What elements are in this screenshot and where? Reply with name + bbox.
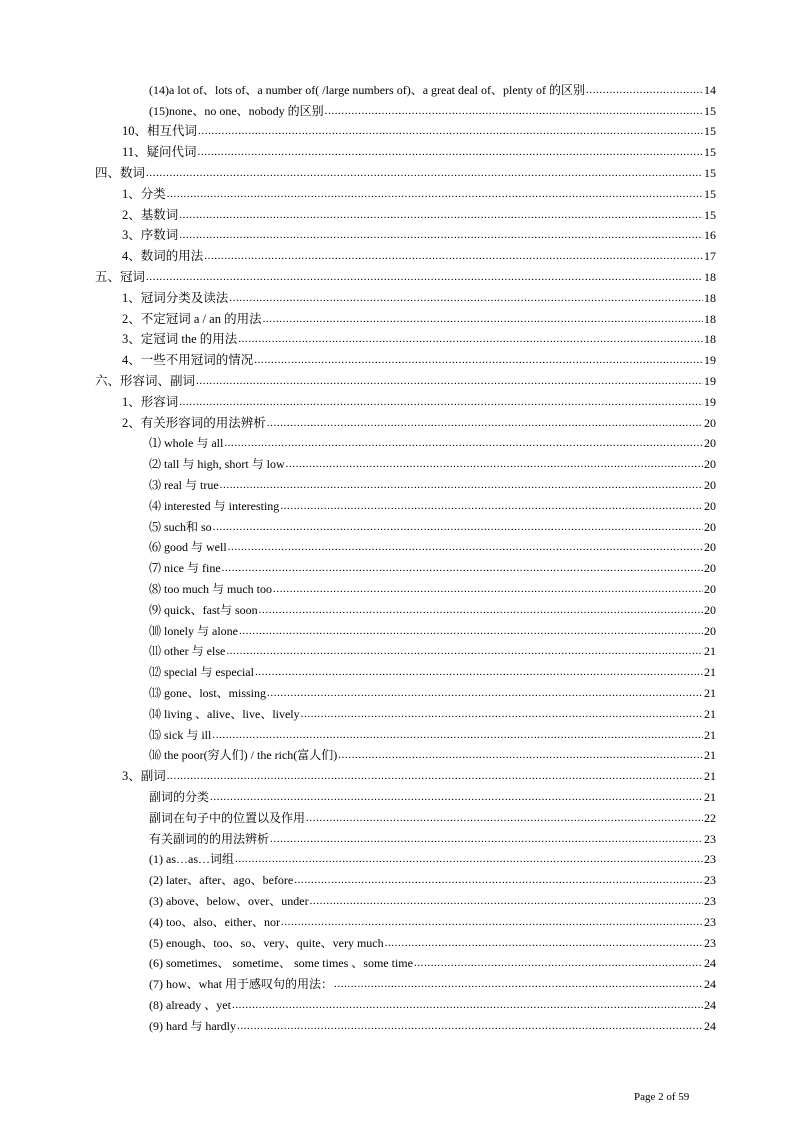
toc-entry[interactable] bbox=[149, 929, 716, 950]
toc-dot-leader bbox=[210, 790, 703, 804]
toc-entry[interactable] bbox=[122, 346, 716, 367]
toc-entry[interactable] bbox=[149, 596, 716, 617]
toc-entry-page: 15 bbox=[704, 207, 716, 222]
toc-dot-leader bbox=[237, 1019, 703, 1033]
toc-entry-page: 18 bbox=[704, 311, 716, 326]
toc-entry-page: 24 bbox=[704, 956, 716, 971]
toc-entry[interactable] bbox=[149, 783, 716, 804]
toc-entry-page: 24 bbox=[704, 977, 716, 992]
toc-dot-leader bbox=[263, 312, 703, 326]
toc-entry[interactable] bbox=[149, 430, 716, 451]
toc-entry[interactable] bbox=[122, 326, 716, 347]
toc-entry[interactable] bbox=[149, 721, 716, 742]
toc-entry[interactable] bbox=[149, 554, 716, 575]
toc-entry[interactable] bbox=[122, 284, 716, 305]
toc-entry[interactable] bbox=[149, 887, 716, 908]
toc-entry-page: 23 bbox=[704, 914, 716, 929]
toc-entry[interactable] bbox=[149, 617, 716, 638]
toc-entry-page: 18 bbox=[704, 290, 716, 305]
toc-dot-leader bbox=[229, 291, 703, 305]
toc-entry-page: 20 bbox=[704, 436, 716, 451]
toc-entry-page: 20 bbox=[704, 623, 716, 638]
toc-entry-page: 18 bbox=[704, 269, 716, 284]
toc-entry[interactable] bbox=[95, 159, 716, 180]
toc-entry-page: 21 bbox=[704, 685, 716, 700]
toc-entry[interactable] bbox=[95, 367, 716, 388]
toc-entry-page: 24 bbox=[704, 997, 716, 1012]
toc-entry-page: 21 bbox=[704, 748, 716, 763]
toc-entry[interactable] bbox=[149, 76, 716, 97]
toc-entry-label: 2、有关形容词的用法辨析 bbox=[122, 415, 266, 430]
toc-entry-label: (5) enough、too、so、very、quite、very much bbox=[149, 935, 384, 950]
page-number-footer: Page 2 of 59 bbox=[634, 1091, 690, 1103]
toc-entry-label: ⒃ the poor(穷人们) / the rich(富人们) bbox=[149, 748, 338, 763]
toc-entry[interactable] bbox=[149, 970, 716, 991]
toc-entry-page: 16 bbox=[704, 228, 716, 243]
toc-entry-page: 23 bbox=[704, 852, 716, 867]
toc-entry[interactable] bbox=[149, 950, 716, 971]
toc-entry-label: 副词的分类 bbox=[149, 789, 210, 804]
toc-entry-page: 15 bbox=[704, 165, 716, 180]
toc-entry-page: 21 bbox=[704, 789, 716, 804]
toc-dot-leader bbox=[220, 478, 703, 492]
toc-entry[interactable] bbox=[122, 762, 716, 783]
toc-entry-page: 21 bbox=[704, 706, 716, 721]
toc-entry-page: 20 bbox=[704, 477, 716, 492]
toc-entry[interactable] bbox=[149, 908, 716, 929]
toc-entry-page: 17 bbox=[704, 249, 716, 264]
toc-entry-page: 19 bbox=[704, 373, 716, 388]
toc-dot-leader bbox=[179, 208, 703, 222]
toc-entry-page: 15 bbox=[704, 103, 716, 118]
toc-entry-page: 23 bbox=[704, 873, 716, 888]
toc-dot-leader bbox=[179, 395, 703, 409]
toc-dot-leader bbox=[338, 748, 703, 762]
toc-dot-leader bbox=[198, 124, 703, 138]
toc-entry-page: 21 bbox=[704, 727, 716, 742]
toc-entry-page: 15 bbox=[704, 145, 716, 160]
toc-entry-page: 20 bbox=[704, 457, 716, 472]
toc-entry-label: ⑽ lonely 与 alone bbox=[149, 623, 238, 638]
toc-entry-label: 3、定冠词 the 的用法 bbox=[122, 332, 238, 347]
toc-dot-leader bbox=[414, 956, 703, 970]
toc-entry[interactable] bbox=[149, 1012, 716, 1033]
toc-dot-leader bbox=[301, 707, 703, 721]
toc-entry[interactable] bbox=[122, 222, 716, 243]
toc-entry-label: 六、形容词、副词 bbox=[95, 373, 196, 388]
toc-entry-page: 15 bbox=[704, 124, 716, 139]
toc-dot-leader bbox=[204, 249, 703, 263]
toc-entry[interactable] bbox=[149, 492, 716, 513]
toc-dot-leader bbox=[228, 540, 703, 554]
toc-dot-leader bbox=[294, 873, 703, 887]
toc-dot-leader bbox=[310, 894, 703, 908]
toc-entry-label: 3、序数词 bbox=[122, 228, 179, 243]
toc-dot-leader bbox=[232, 998, 703, 1012]
toc-entry[interactable] bbox=[149, 575, 716, 596]
toc-entry[interactable] bbox=[122, 305, 716, 326]
toc-entry-label: ⑻ too much 与 much too bbox=[149, 581, 272, 596]
toc-entry-page: 20 bbox=[704, 415, 716, 430]
toc-entry-label: ⒁ living 、alive、live、lively bbox=[149, 706, 300, 721]
toc-entry[interactable] bbox=[149, 804, 716, 825]
toc-entry-page: 19 bbox=[704, 353, 716, 368]
toc-dot-leader bbox=[167, 187, 703, 201]
toc-entry-label: (1) as…as…词组 bbox=[149, 852, 234, 867]
toc-dot-leader bbox=[286, 457, 703, 471]
toc-entry[interactable] bbox=[149, 534, 716, 555]
toc-entry[interactable] bbox=[122, 118, 716, 139]
toc-entry-page: 23 bbox=[704, 935, 716, 950]
toc-entry-label: ⑿ special 与 especial bbox=[149, 665, 254, 680]
toc-dot-leader bbox=[334, 977, 703, 991]
toc-entry-page: 20 bbox=[704, 561, 716, 576]
toc-dot-leader bbox=[267, 416, 703, 430]
toc-entry[interactable] bbox=[149, 658, 716, 679]
toc-entry-label: ⑾ other 与 else bbox=[149, 644, 226, 659]
toc-entry-label: 1、形容词 bbox=[122, 394, 179, 409]
toc-entry-label: 有关副词的的用法辨析 bbox=[149, 831, 270, 846]
toc-dot-leader bbox=[385, 936, 703, 950]
toc-entry-label: ⑸ such和 so bbox=[149, 519, 212, 534]
toc-entry[interactable] bbox=[149, 991, 716, 1012]
toc-entry[interactable] bbox=[122, 138, 716, 159]
toc-entry-page: 24 bbox=[704, 1018, 716, 1033]
toc-entry[interactable] bbox=[149, 700, 716, 721]
toc-dot-leader bbox=[167, 769, 703, 783]
toc-entry[interactable] bbox=[149, 450, 716, 471]
toc-entry-label: ⒂ sick 与 ill bbox=[149, 727, 212, 742]
toc-entry[interactable] bbox=[122, 180, 716, 201]
toc-dot-leader bbox=[212, 728, 703, 742]
toc-entry-label: ⑷ interested 与 interesting bbox=[149, 498, 280, 513]
toc-entry-label: ⑶ real 与 true bbox=[149, 477, 219, 492]
toc-dot-leader bbox=[146, 270, 703, 284]
toc-dot-leader bbox=[255, 665, 703, 679]
toc-dot-leader bbox=[179, 228, 703, 242]
toc-entry[interactable] bbox=[149, 866, 716, 887]
toc-entry[interactable] bbox=[149, 825, 716, 846]
toc-entry-page: 20 bbox=[704, 498, 716, 513]
toc-entry[interactable] bbox=[149, 638, 716, 659]
toc-entry-page: 21 bbox=[704, 665, 716, 680]
toc-entry-label: 四、数词 bbox=[95, 165, 146, 180]
toc-entry-page: 20 bbox=[704, 519, 716, 534]
toc-dot-leader bbox=[267, 686, 703, 700]
toc-entry[interactable] bbox=[122, 388, 716, 409]
toc-entry-page: 21 bbox=[704, 644, 716, 659]
toc-entry-label: (8) already 、yet bbox=[149, 997, 231, 1012]
toc-entry-label: 4、数词的用法 bbox=[122, 249, 204, 264]
toc-entry[interactable] bbox=[122, 201, 716, 222]
toc-dot-leader bbox=[586, 83, 703, 97]
toc-entry-label: (14)a lot of、lots of、a number of( /large numbers of)、a great deal of、plenty of 的区别 bbox=[149, 82, 585, 97]
toc-dot-leader bbox=[224, 436, 703, 450]
toc-entry-page: 22 bbox=[704, 810, 716, 825]
toc-entry[interactable] bbox=[122, 242, 716, 263]
toc-entry-label: (9) hard 与 hardly bbox=[149, 1018, 236, 1033]
toc-dot-leader bbox=[273, 582, 703, 596]
toc-dot-leader bbox=[259, 603, 703, 617]
toc-dot-leader bbox=[238, 332, 703, 346]
toc-entry-label: (2) later、after、ago、before bbox=[149, 873, 294, 888]
toc-dot-leader bbox=[235, 852, 703, 866]
toc-entry-label: ⒀ gone、lost、missing bbox=[149, 685, 267, 700]
toc-entry-label: 3、副词 bbox=[122, 769, 166, 784]
toc-dot-leader bbox=[270, 832, 703, 846]
toc-entry-page: 20 bbox=[704, 602, 716, 617]
toc-dot-leader bbox=[196, 374, 703, 388]
toc-entry-page: 19 bbox=[704, 394, 716, 409]
toc-entry-label: ⑺ nice 与 fine bbox=[149, 561, 221, 576]
toc-dot-leader bbox=[239, 624, 703, 638]
toc-entry-page: 23 bbox=[704, 893, 716, 908]
toc-entry-label: 2、不定冠词 a / an 的用法 bbox=[122, 311, 262, 326]
toc-dot-leader bbox=[213, 520, 703, 534]
toc-entry-label: (7) how、what 用于感叹句的用法： bbox=[149, 977, 333, 992]
toc-entry-label: ⑼ quick、fast与 soon bbox=[149, 602, 258, 617]
toc-entry-label: ⑵ tall 与 high, short 与 low bbox=[149, 457, 285, 472]
toc-entry-label: 4、一些不用冠词的情况 bbox=[122, 353, 254, 368]
toc-entry-label: (15)none、no one、nobody 的区别 bbox=[149, 103, 324, 118]
toc-dot-leader bbox=[306, 811, 703, 825]
toc-entry-page: 15 bbox=[704, 186, 716, 201]
toc-entry-label: 10、相互代词 bbox=[122, 124, 198, 139]
toc-dot-leader bbox=[222, 561, 703, 575]
toc-entry-label: ⑴ whole 与 all bbox=[149, 436, 224, 451]
toc-entry[interactable] bbox=[149, 513, 716, 534]
toc-entry[interactable] bbox=[122, 409, 716, 430]
toc-dot-leader bbox=[226, 644, 703, 658]
toc-entry-label: (4) too、also、either、nor bbox=[149, 914, 280, 929]
toc-entry-page: 18 bbox=[704, 332, 716, 347]
toc-entry-label: 五、冠词 bbox=[95, 269, 146, 284]
toc-entry-label: 副词在句子中的位置以及作用 bbox=[149, 810, 306, 825]
toc-entry-label: 1、冠词分类及读法 bbox=[122, 290, 229, 305]
toc-entry-label: 2、基数词 bbox=[122, 207, 179, 222]
toc-entry-page: 21 bbox=[704, 769, 716, 784]
toc-entry-page: 14 bbox=[704, 82, 716, 97]
toc-entry-label: (3) above、below、over、under bbox=[149, 893, 309, 908]
toc-dot-leader bbox=[198, 145, 703, 159]
toc-entry-label: (6) sometimes、 sometime、 some times 、some time bbox=[149, 956, 413, 971]
toc-dot-leader bbox=[146, 166, 703, 180]
toc-entry[interactable] bbox=[149, 742, 716, 763]
toc-entry-page: 23 bbox=[704, 831, 716, 846]
toc-entry-page: 20 bbox=[704, 540, 716, 555]
toc-entry[interactable] bbox=[149, 679, 716, 700]
toc-entry-page: 20 bbox=[704, 581, 716, 596]
toc-entry[interactable] bbox=[149, 471, 716, 492]
toc-entry-label: 11、疑问代词 bbox=[122, 145, 197, 160]
toc-entry[interactable] bbox=[149, 97, 716, 118]
toc-entry[interactable] bbox=[95, 263, 716, 284]
toc-entry-label: 1、分类 bbox=[122, 186, 166, 201]
toc-dot-leader bbox=[325, 104, 703, 118]
toc-entry[interactable] bbox=[149, 846, 716, 867]
toc-dot-leader bbox=[254, 353, 703, 367]
toc-dot-leader bbox=[281, 915, 703, 929]
toc-dot-leader bbox=[280, 499, 703, 513]
toc-entry-label: ⑹ good 与 well bbox=[149, 540, 227, 555]
